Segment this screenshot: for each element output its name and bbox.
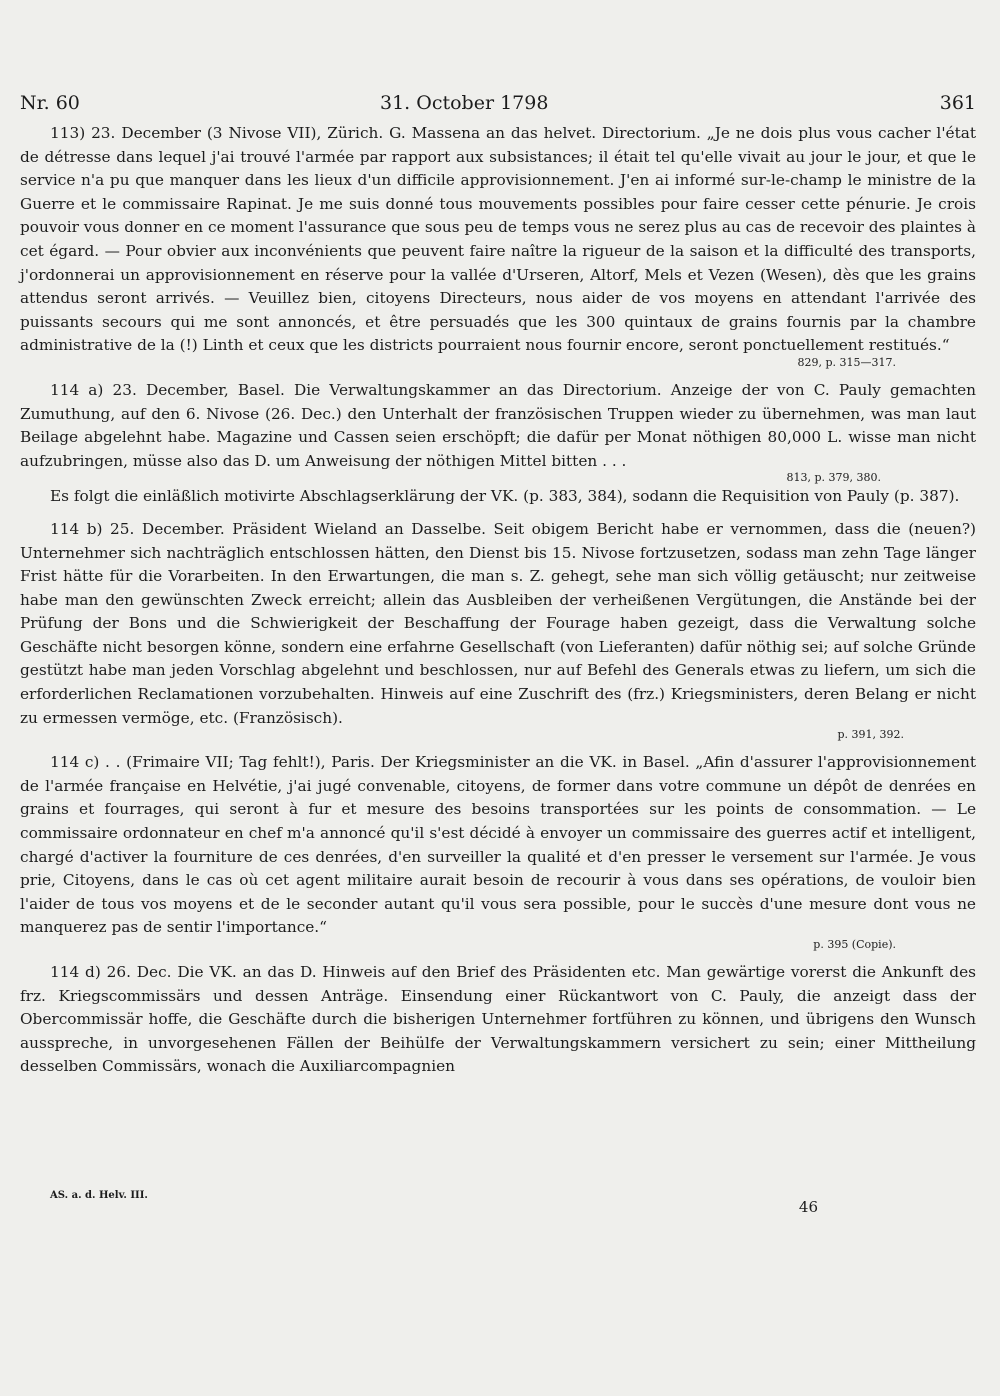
- entry-text: 114 d) 26. Dec. Die VK. an das D. Hinweis auf den Brief des Präsidenten etc. Man gewärtige vorerst die Ankunft des frz. Kriegscommissärs und dessen Anträge. Einsendung einer Rückantwort von C. Pauly, die anzeigt dass der Obercommissär hoffe, die Geschäfte durch die bisherigen Unternehmer fortführen zu können, und übrigens den Wunsch ausspreche, in unvorgesehenen Fällen der Beihülfe der Verwaltungskammern versichert zu sein; einer Mittheilung desselben Commissärs, wonach die Auxiliarcompagnien: [20, 963, 976, 1076]
- archive-reference: 829, p. 315—317.: [797, 355, 896, 369]
- page-header: [20, 92, 976, 122]
- entry-text: 114 c) . . (Frimaire VII; Tag fehlt!), Paris. Der Kriegsminister an die VK. in Basel. „Afin d'assurer l'approvisionnement de l'armée française en Helvétie, j'ai jugé convenable, citoyens, de former dans votre commune un dépôt de denrées en grains et fourrages, qui seront à fur et mesure des besoins transportées sur les points de consommation. — Le commissaire ordonnateur en chef m'a annoncé qu'il s'est décidé à envoyer un commissaire des guerres actif et intelligent, chargé d'activer la fourniture de ces denrées, d'en surveiller la qualité et d'en presser le versement sur l'armée. Je vous prie, Citoyens, dans le cas où cet agent militaire aurait besoin de recourir à vous dans ses opérations, de vouloir bien l'aider de tous vos moyens et de le seconder autant qu'il vous sera possible, pour le succès d'une mesure dont vous ne manquerez pas de sentir l'importance.“: [20, 753, 976, 937]
- document-number: Nr. 60: [20, 92, 80, 114]
- page-number: 361: [939, 92, 976, 114]
- entry-113: [20, 122, 976, 370]
- entry-114b: [20, 518, 976, 742]
- archive-reference: p. 395 (Copie).: [813, 938, 896, 951]
- entry-114d: [20, 961, 976, 1079]
- entry-text: 114 b) 25. December. Präsident Wieland an Dasselbe. Seit obigem Bericht habe er vernommen, dass die (neuen?) Unternehmer sich nachträglich entschlossen hätten, den Dienst bis 15. Nivose fortzusetzen, sodass man zehn Tage länger Frist hätte für die Vorarbeiten. In den Erwartungen, die man s. Z. gehegt, sehe man sich völlig getäuscht; nur zeitweise habe man den gewünschten Zweck erreicht; allein das Ausbleiben der verheißenen Vergütungen, die Anstände bei der Prüfung der Bons und die Schwierigkeit der Beschaffung der Fourage haben gezeigt, dass die Verwaltung solche Geschäfte nicht besorgen könne, sondern eine erfahrne Gesellschaft (von Lieferanten) dafür nöthig sei; auf solche Gründe gestützt habe man jeden Vorschlag abgelehnt und beschlossen, nur auf Befehl des Generals etwas zu liefern, um sich die erforderlichen Reclamationen vorzubehalten. Hinweis auf eine Zuschrift des (frz.) Kriegsministers, deren Belang er nicht zu ermessen vermöge, etc. (Französisch).: [20, 519, 976, 727]
- header-date: 31. October 1798: [380, 92, 549, 114]
- sheet-number: 46: [798, 1198, 818, 1216]
- entry-text: 113) 23. December (3 Nivose VII), Zürich. G. Massena an das helvet. Directorium. „Je ne dois plus vous cacher l'état de détresse dans lequel j'ai trouvé l'armée par rapport aux subsistances; il était tel qu'elle vivait au jour le jour, et que le service n'a pu que manquer dans les lieux d'un difficile approvisionnement. J'en ai informé sur-le-champ le ministre de la Guerre et le commissaire Rapinat. Je me suis donné tous mouvements possibles pour faire cesser cette pénurie. Je crois pouvoir vous donner en ce moment l'assurance que sous peu de temps vous ne serez plus au cas de recevoir des plaintes à cet égard. — Pour obvier aux inconvénients que peuvent faire naître la rigueur de la saison et la difficulté des transports, j'ordonnerai un approvisionnement en réserve pour la vallée d'Urseren, Altorf, Mels et Vezen (Wesen), dès que les grains attendus seront arrivés. — Veuillez bien, citoyens Directeurs, nous aider de vos moyens en attendant l'arrivée des puissants secours qui me sont annoncés, et être persuadés que les 300 quintaux de grains fournis par la chambre administrative de la (!) Linth et ceux que les districts pourraient nous fournir encore, seront ponctuellement restitués.“: [20, 124, 976, 355]
- document-page: [20, 92, 976, 1088]
- entry-text: 114 a) 23. December, Basel. Die Verwaltungskammer an das Directorium. Anzeige der von C. Pauly gemachten Zumuthung, auf den 6. Nivose (26. Dec.) den Unterhalt der französischen Truppen wieder zu übernehmen, was man laut Beilage abgelehnt habe. Magazine und Cassen seien erschöpft; die dafür per Monat nöthigen 80,000 L. wisse man nicht aufzubringen, müsse also das D. um Anweisung der nöthigen Mittel bitten . . .: [20, 380, 976, 470]
- entry-114a: [20, 379, 976, 509]
- note-text: Es folgt die einläßlich motivirte Abschlagserklärung der VK. (p. 383, 384), sodann die Requisition von Pauly (p. 387).: [50, 487, 960, 506]
- entry-114c: [20, 751, 976, 952]
- archive-reference: 813, p. 379, 380.: [786, 471, 881, 485]
- signature-mark: AS. a. d. Helv. III.: [50, 1190, 148, 1201]
- archive-reference: p. 391, 392.: [837, 728, 904, 742]
- page-footer: [28, 1190, 958, 1220]
- entry-note: [20, 485, 976, 509]
